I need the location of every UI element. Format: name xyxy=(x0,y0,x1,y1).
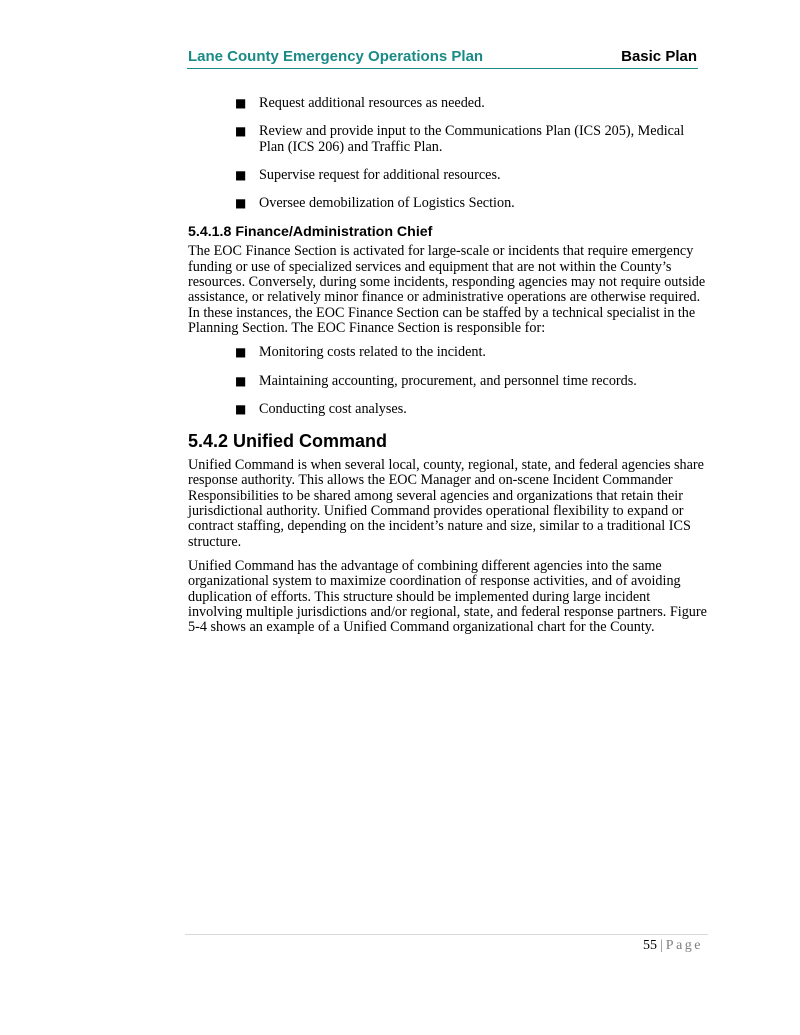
page-word: Page xyxy=(665,938,703,953)
page-content xyxy=(188,96,708,644)
list-item: ■ Request additional resources as needed. xyxy=(235,95,485,111)
page-header xyxy=(187,48,698,69)
section-name: Basic Plan xyxy=(621,48,697,65)
page-footer xyxy=(643,938,703,954)
unified-command-heading: 5.4.2 Unified Command xyxy=(188,431,388,452)
page-number: 55 xyxy=(642,938,657,953)
finance-heading: 5.4.1.8 Finance/Administration Chief xyxy=(188,224,433,241)
square-bullet-icon: ■ xyxy=(235,167,247,182)
list-item: ■ Oversee demobilization of Logistics Section. xyxy=(235,195,515,212)
list-item: ■ Review and provide input to the Communications Plan (ICS 205), Medical Plan (ICS 206) and Traffic Plan. xyxy=(235,123,685,155)
square-bullet-icon: ■ xyxy=(235,373,247,388)
logistics-bullet-list xyxy=(188,96,708,211)
square-bullet-icon: ■ xyxy=(235,96,247,110)
square-bullet-icon: ■ xyxy=(235,124,247,139)
unified-paragraph-1: Unified Command is when several local, county, regional, state, and federal agencies share response authority. This allows the EOC Manager and on-scene Incident Commander Responsibilities to be shared among several agencies and organizations that retain their jurisdictional authority. Unified Command provides operational flexibility to expand or contract staffing, depending on the incident’s nature and size, similar to a traditional ICS structure. xyxy=(188,457,704,550)
square-bullet-icon: ■ xyxy=(235,196,247,211)
square-bullet-icon: ■ xyxy=(235,401,247,416)
list-item: ■ Maintaining accounting, procurement, and personnel time records. xyxy=(235,372,637,389)
finance-bullet-list xyxy=(188,345,708,417)
square-bullet-icon: ■ xyxy=(235,345,247,360)
footer-separator: | xyxy=(659,938,663,953)
list-item: ■ Monitoring costs related to the incident. xyxy=(235,344,486,361)
document-title: Lane County Emergency Operations Plan xyxy=(188,48,484,65)
list-item: ■ Conducting cost analyses. xyxy=(235,400,407,417)
list-item: ■ Supervise request for additional resources. xyxy=(235,166,501,183)
finance-paragraph: The EOC Finance Section is activated for large-scale or incidents that require emergency funding or use of specialized services and equipment that are not within the County’s resources. Conversely, during some incidents, responding agencies may not require outside assistance, or relatively minor finance or administrative operations are otherwise required. In these instances, the EOC Finance Section can be staffed by a technical specialist in the Planning Section. The EOC Finance Section is responsible for: xyxy=(188,243,706,336)
footer-divider xyxy=(185,934,708,935)
unified-paragraph-2: Unified Command has the advantage of combining different agencies into the same organizational system to maximize coordination of response activities, and of avoiding duplication of efforts. This structure should be implemented during large incident involving multiple jurisdictions and/or regional, state, and federal response partners. Figure 5-4 shows an example of a Unified Command organizational chart for the County. xyxy=(188,557,707,636)
